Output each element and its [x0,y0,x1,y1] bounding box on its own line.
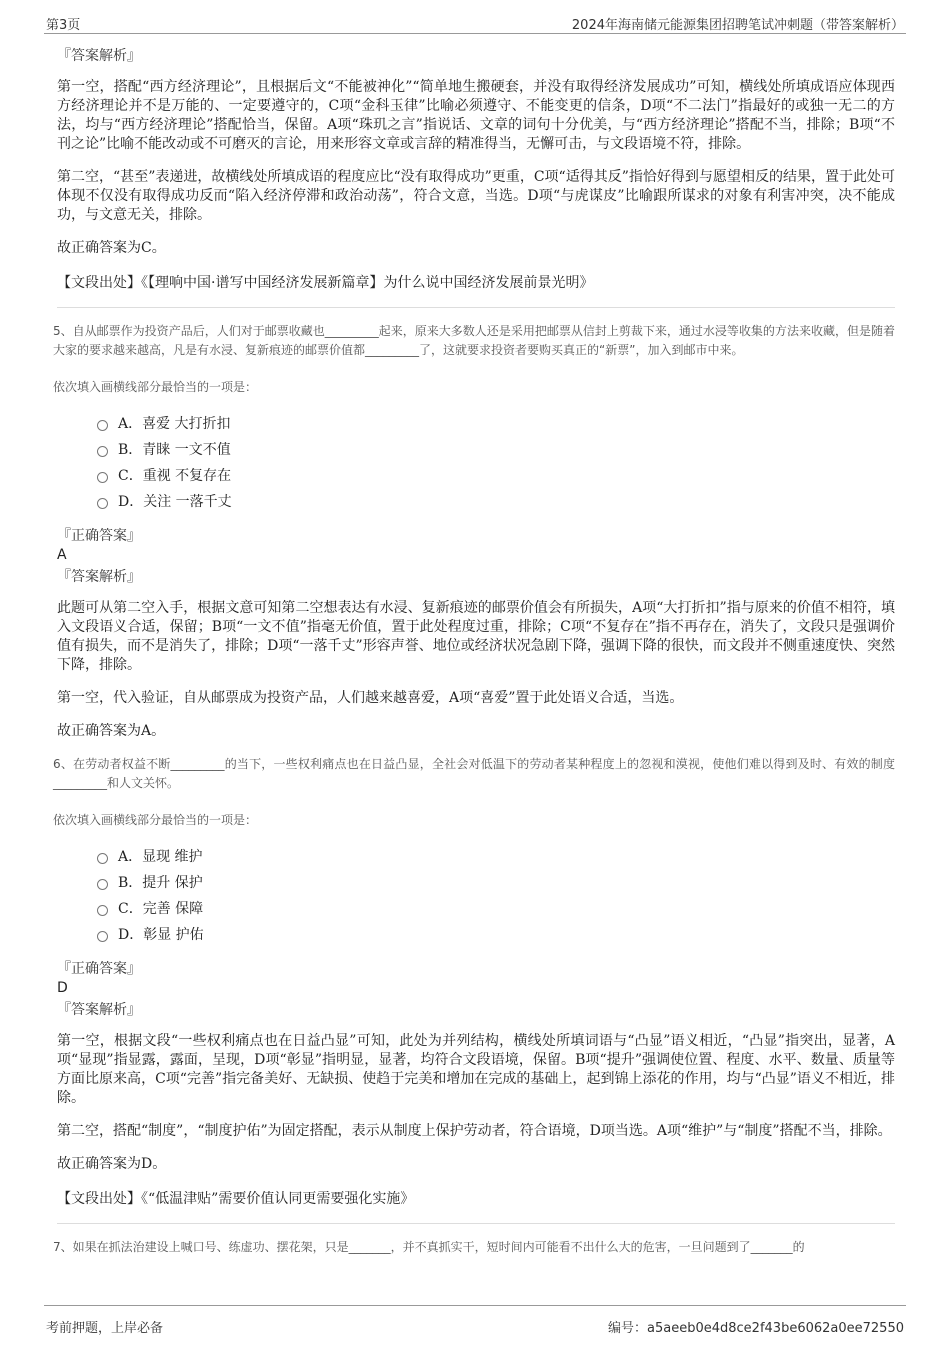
q6-conclusion: 故正确答案为D。 [57,1156,167,1172]
q5-explanation-p1: 此题可从第二空入手，根据文意可知第二空想表达有水浸、复新痕迹的邮票价值会有所损失，A项“大打折扣”指与原来的价值不相符，填入文段语义合适，保留；B项“一文不值”指毫无价值，置于此处程度过重，排除；C项“不复存在”指不再存在，消失了，文段只是强调价值有损失，而不是消失了，排除；D项“一落千丈”形容声誉、地位或经济状况急剧下降，强调下降的很快，而文段并不侧重速度快、突然下降，排除。 [57,600,895,673]
document-code: 编号：a5aeeb0e4d8ce2f43be6062a0ee72550 [608,1321,904,1336]
radio-icon[interactable] [97,498,108,509]
q5-instruction: 依次填入画横线部分最恰当的一项是： [53,380,258,394]
page-footer [0,1305,950,1345]
option-label: B．提升 保护 [118,875,203,891]
footer-slogan: 考前押题，上岸必备 [46,1321,164,1336]
q5-options [97,411,895,515]
q5-option-b[interactable] [97,437,895,463]
question-5 [53,322,895,741]
radio-icon[interactable] [97,446,108,457]
q5-answer: A [57,547,67,563]
option-label: D．彰显 护佑 [118,927,204,943]
q4-explanation-p2: 第二空，“甚至”表递进，故横线处所填成语的程度应比“没有取得成功”更重，C项“适得其反”指恰好得到与愿望相反的结果，置于此处可体现不仅没有取得成功反而“陷入经济停滞和政治动荡”，符合文意，当选。D项“与虎谋皮”比喻跟所谋求的对象有利害冲突，决不能成功，与文意无关，排除。 [57,169,895,223]
divider [57,1223,895,1224]
radio-icon[interactable] [97,420,108,431]
option-label: C．重视 不复存在 [118,468,232,484]
q5-explanation-label: 『答案解析』 [57,569,141,585]
option-label: B．青睐 一文不值 [118,442,231,458]
q5-explanation-p2: 第一空，代入验证，自从邮票成为投资产品，人们越来越喜爱，A项“喜爱”置于此处语义合适，当选。 [57,690,684,706]
radio-icon[interactable] [97,905,108,916]
q5-conclusion: 故正确答案为A。 [57,723,166,739]
q4-explanation-p1: 第一空，搭配“西方经济理论”，且根据后文“不能被神化”“简单地生搬硬套，并没有取得经济发展成功”可知，横线处所填成语应体现西方经济理论并不是万能的、一定要遵守的，C项“金科玉律”比喻必须遵守、不能变更的信条，D项“不二法门”指最好的或独一无二的方法，均与“西方经济理论”搭配恰当，保留。A项“珠玑之言”指说话、文章的词句十分优美，与“西方经济理论”搭配不当，排除；B项“不刊之论”比喻不能改动或不可磨灭的言论，用来形容文章或言辞的精准得当，无懈可击，与文段语境不符，排除。 [57,79,895,152]
option-label: A．显现 维护 [118,849,203,865]
radio-icon[interactable] [97,879,108,890]
option-label: D．关注 一落千丈 [118,494,232,510]
q6-explanation-p2: 第二空，搭配“制度”，“制度护佑”为固定搭配，表示从制度上保护劳动者，符合语境，D项当选。A项“维护”与“制度”搭配不当，排除。 [57,1123,892,1139]
option-label: C．完善 保障 [118,901,204,917]
q5-option-c[interactable] [97,463,895,489]
q6-instruction: 依次填入画横线部分最恰当的一项是： [53,813,258,827]
q4-explanation [57,46,895,293]
q5-stem: 5、自从邮票作为投资产品后，人们对于邮票收藏也_________起来，原来大多数人还是采用把邮票从信封上剪裁下来，通过水浸等收集的方法来收藏，但是随着大家的要求越来越高，凡是有水浸、复新痕迹的邮票价值都_________了，这就要求投资者要购买真正的“新票”，加入到邮市中来。 [53,324,895,357]
q6-stem: 6、在劳动者权益不断_________的当下，一些权利痛点也在日益凸显，全社会对低温下的劳动者某种程度上的忽视和漠视，使他们难以得到及时、有效的制度_________和人文关怀。 [53,757,895,790]
q6-option-b[interactable] [97,870,895,896]
document-title: 2024年海南储元能源集团招聘笔试冲刺题（带答案解析） [571,18,904,33]
header-rule [44,33,906,34]
q6-explanation-p1: 第一空，根据文段“一些权利痛点也在日益凸显”可知，此处为并列结构，横线处所填词语与“凸显”语义相近，“凸显”指突出，显著，A项“显现”指显露，露面，呈现，D项“彰显”指明显，显著，均符合文段语境，保留。B项“提升”强调使位置、程度、水平、数量、质量等方面比原来高，C项“完善”指完备美好、无缺损、使趋于完美和增加在完成的基础上，起到锦上添花的作用，均与“凸显”语义不相近，排除。 [57,1033,895,1106]
radio-icon[interactable] [97,472,108,483]
q6-explanation-label: 『答案解析』 [57,1002,141,1018]
q4-explanation-label: 『答案解析』 [57,48,141,64]
q6-source: 【文段出处】《“低温津贴”需要价值认同更需要强化实施》 [57,1191,415,1207]
question-6 [53,755,895,1209]
page-number: 第3页 [46,18,81,33]
footer-rule [44,1305,906,1306]
main-content [53,46,895,1257]
q4-source: 【文段出处】《【理响中国·谱写中国经济发展新篇章】为什么说中国经济发展前景光明》 [57,275,594,291]
divider [57,307,895,308]
q6-options [97,844,895,948]
q5-option-a[interactable] [97,411,895,437]
radio-icon[interactable] [97,853,108,864]
q6-option-d[interactable] [97,922,895,948]
page-header [0,0,950,34]
q5-answer-label: 『正确答案』 [57,528,141,544]
q7-stem: 7、如果在抓法治建设上喊口号、练虚功、摆花架，只是_______，并不真抓实干，短时间内可能看不出什么大的危害，一旦问题到了_______的 [53,1240,805,1254]
option-label: A．喜爱 大打折扣 [118,416,231,432]
q5-option-d[interactable] [97,489,895,515]
q4-conclusion: 故正确答案为C。 [57,240,166,256]
q6-option-a[interactable] [97,844,895,870]
radio-icon[interactable] [97,931,108,942]
q6-answer-label: 『正确答案』 [57,961,141,977]
q6-answer: D [57,980,68,996]
q6-option-c[interactable] [97,896,895,922]
